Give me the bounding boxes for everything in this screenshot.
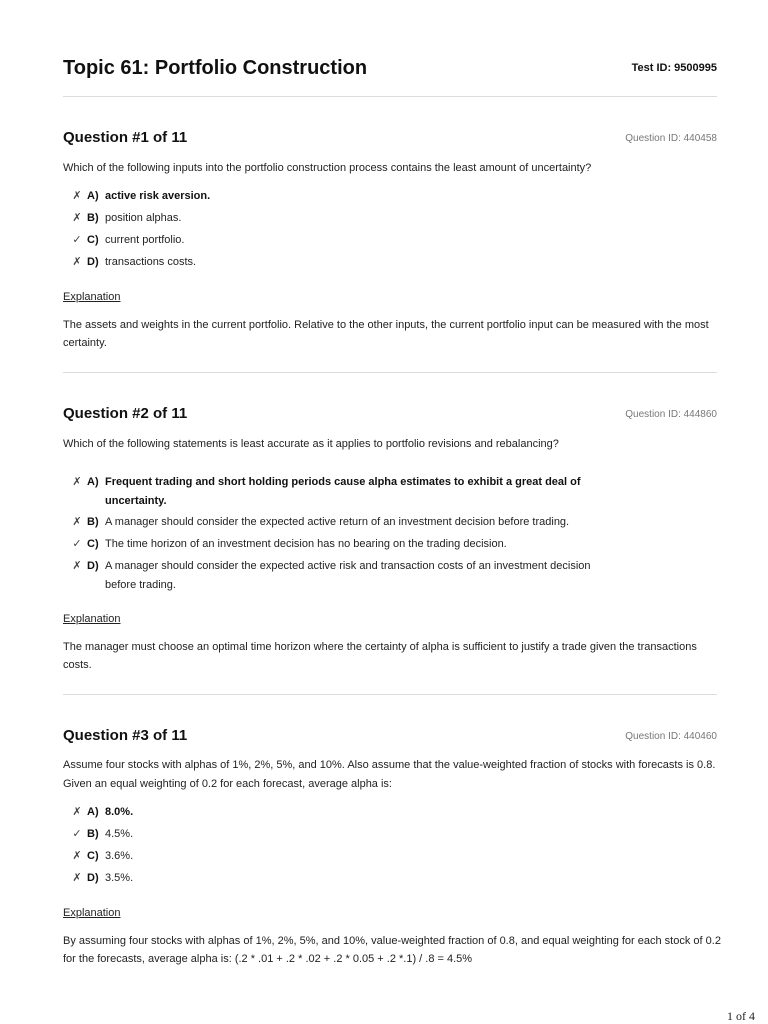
answer-option — [63, 253, 717, 275]
incorrect-mark-icon: ✗ — [72, 256, 82, 268]
answer-option — [63, 231, 717, 253]
answer-option — [63, 535, 623, 554]
test-id: Test ID: 9500995 — [631, 62, 717, 74]
question-header — [63, 129, 717, 149]
answer-letter: D) — [87, 872, 99, 884]
answer-option — [63, 803, 717, 825]
question-title: Question #1 of 11 — [63, 129, 188, 146]
answer-letter: A) — [87, 190, 99, 202]
question-1 — [63, 97, 717, 373]
answer-letter: C) — [87, 538, 99, 550]
answer-letter: D) — [87, 256, 99, 268]
incorrect-mark-icon: ✗ — [72, 516, 82, 528]
answer-letter: A) — [87, 806, 99, 818]
answer-text: Frequent trading and short holding periods cause alpha estimates to exhibit a great deal of uncertainty. — [105, 476, 581, 507]
answer-option — [63, 847, 717, 869]
answer-letter: A) — [87, 476, 99, 488]
answer-option — [63, 473, 623, 511]
question-id: Question ID: 440458 — [625, 133, 717, 144]
question-text: Assume four stocks with alphas of 1%, 2%, 5%, and 10%. Also assume that the value-weighted fraction of stocks with forecasts is 0.8. Given an equal weighting of 0.2 for each forecast, average alpha is: — [63, 759, 716, 790]
question-id: Question ID: 440460 — [625, 731, 717, 742]
explanation-text: The manager must choose an optimal time horizon where the certainty of alpha is sufficient to justify a trade given the transactions costs. — [63, 641, 697, 671]
answer-text: transactions costs. — [105, 256, 197, 268]
question-header — [63, 727, 717, 747]
answer-option — [63, 869, 717, 891]
answer-text: active risk aversion. — [105, 190, 211, 202]
answer-text: A manager should consider the expected active risk and transaction costs of an investment decision before trading. — [105, 560, 591, 591]
explanation-text: By assuming four stocks with alphas of 1%, 2%, 5%, and 10%, value-weighted fraction of 0.8, and equal weighting for each stock of 0.2 for the forecasts, average alpha is: (.2 * .01 + .2 * .02 + .2 * 0.05 + .2 *.1) / .8 = 4.5% — [63, 935, 721, 965]
incorrect-mark-icon: ✗ — [72, 850, 82, 862]
answer-letter: C) — [87, 850, 99, 862]
correct-check-icon: ✓ — [72, 538, 82, 550]
answer-text: current portfolio. — [105, 234, 185, 246]
answer-text: 4.5%. — [105, 828, 134, 840]
answer-letter: B) — [87, 828, 99, 840]
answer-text: position alphas. — [105, 212, 182, 224]
question-text: Which of the following statements is least accurate as it applies to portfolio revisions and rebalancing? — [63, 438, 559, 450]
question-2 — [63, 373, 717, 695]
incorrect-mark-icon: ✗ — [72, 476, 82, 488]
incorrect-mark-icon: ✗ — [72, 560, 82, 572]
answer-text: 3.6%. — [105, 850, 134, 862]
question-header — [63, 405, 717, 425]
correct-check-icon: ✓ — [72, 234, 82, 246]
answer-text: 8.0%. — [105, 806, 134, 818]
document-header — [63, 0, 717, 97]
answer-text: 3.5%. — [105, 872, 134, 884]
incorrect-mark-icon: ✗ — [72, 806, 82, 818]
answer-list — [63, 187, 717, 275]
incorrect-mark-icon: ✗ — [72, 212, 82, 224]
answer-letter: B) — [87, 516, 99, 528]
answer-list — [63, 803, 717, 891]
answer-text: The time horizon of an investment decision has no bearing on the trading decision. — [105, 538, 507, 550]
correct-check-icon: ✓ — [72, 828, 82, 840]
answer-option — [63, 825, 717, 847]
answer-letter: B) — [87, 212, 99, 224]
question-title: Question #3 of 11 — [63, 727, 188, 744]
explanation-label: Explanation — [63, 907, 121, 919]
answer-text: A manager should consider the expected active return of an investment decision before trading. — [105, 516, 570, 528]
explanation-text: The assets and weights in the current portfolio. Relative to the other inputs, the current portfolio input can be measured with the most certainty. — [63, 319, 709, 349]
answer-letter: D) — [87, 560, 99, 572]
question-id: Question ID: 444860 — [625, 409, 717, 420]
answer-list — [63, 473, 623, 595]
explanation-label: Explanation — [63, 613, 121, 625]
document-page — [63, 0, 721, 995]
incorrect-mark-icon: ✗ — [72, 190, 82, 202]
question-title: Question #2 of 11 — [63, 405, 188, 422]
page-number: 1 of 4 — [727, 1009, 755, 1023]
answer-option — [63, 187, 717, 209]
answer-option — [63, 557, 623, 595]
incorrect-mark-icon: ✗ — [72, 872, 82, 884]
answer-option — [63, 513, 623, 532]
answer-letter: C) — [87, 234, 99, 246]
explanation-label: Explanation — [63, 291, 121, 303]
question-text: Which of the following inputs into the portfolio construction process contains the least amount of uncertainty? — [63, 162, 592, 174]
question-3 — [63, 695, 721, 995]
answer-option — [63, 209, 717, 231]
page-title: Topic 61: Portfolio Construction — [63, 57, 368, 79]
